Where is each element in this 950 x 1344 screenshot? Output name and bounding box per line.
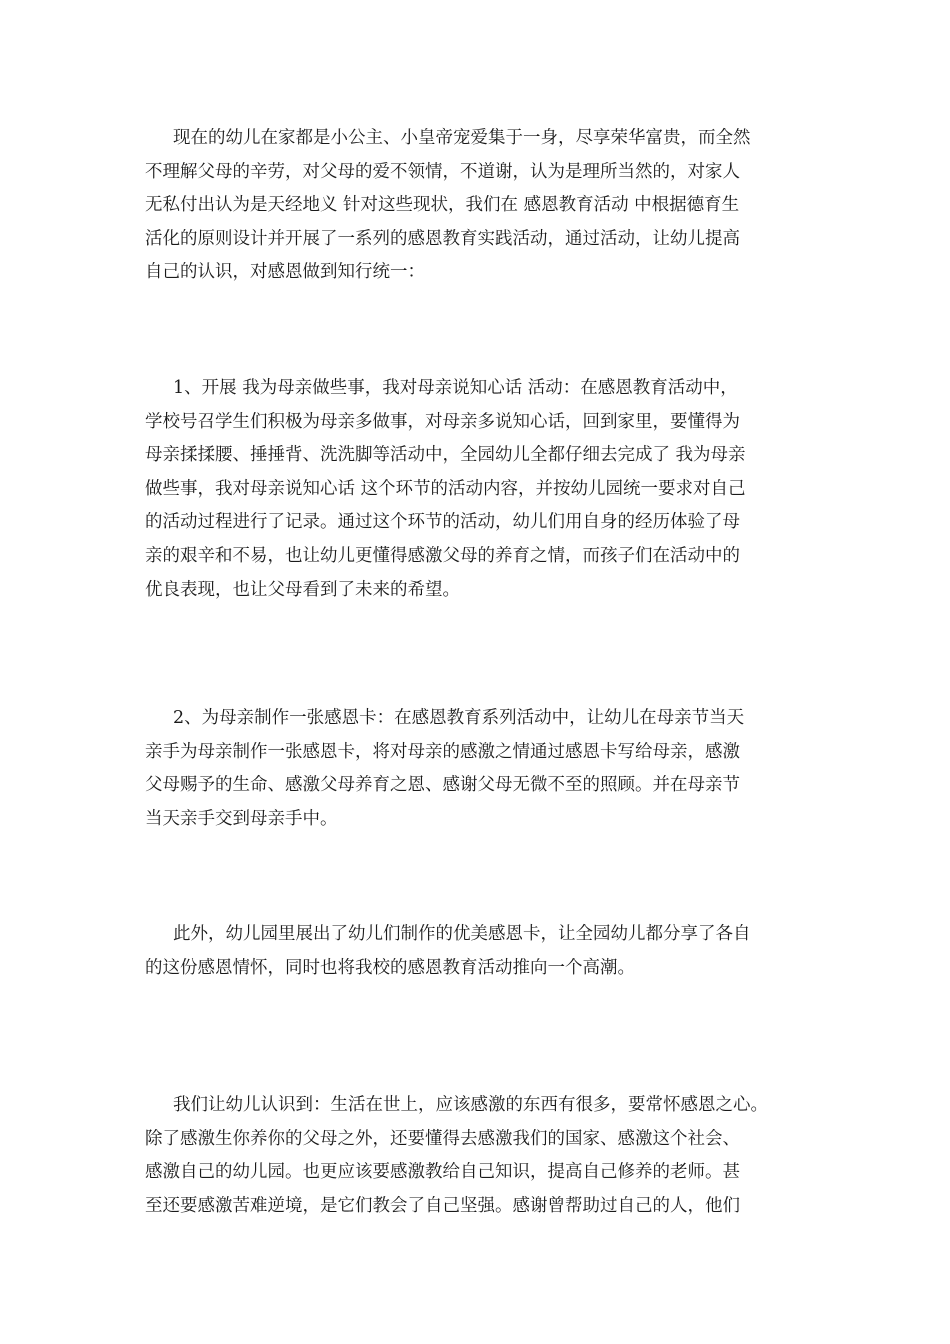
- text-line: 学校号召学生们积极为母亲多做事，对母亲多说知心话，回到家里，要懂得为: [145, 411, 740, 432]
- text-line: 当天亲手交到母亲手中。: [145, 808, 338, 829]
- text-line: 的活动过程进行了记录。通过这个环节的活动，幼儿们用自身的经历体验了母: [145, 512, 740, 533]
- text-line: 现在的幼儿在家都是小公主、小皇帝宠爱集于一身，尽享荣华富贵，而全然: [173, 128, 751, 148]
- text-line: 无私付出认为是天经地义 针对这些现状，我们在 感恩教育活动 中根据德育生: [145, 195, 740, 216]
- text-line: 父母赐予的生命、感激父母养育之恩、感谢父母无微不至的照顾。并在母亲节: [145, 775, 740, 796]
- text-line: 我们让幼儿认识到：生活在世上，应该感激的东西有很多，要常怀感恩之心。: [173, 1095, 768, 1115]
- text-line: 活化的原则设计并开展了一系列的感恩教育实践活动，通过活动，让幼儿提高: [145, 228, 740, 249]
- text-line: 母亲揉揉腰、捶捶背、洗洗脚等活动中，全园幼儿全都仔细去完成了 我为母亲: [145, 445, 746, 466]
- text-line: 不理解父母的辛劳，对父母的爱不领情，不道谢，认为是理所当然的，对家人: [145, 161, 740, 182]
- text-line: 除了感激生你养你的父母之外，还要懂得去感激我们的国家、感激这个社会、: [145, 1128, 740, 1149]
- text-line: 的这份感恩情怀，同时也将我校的感恩教育活动推向一个高潮。: [145, 957, 635, 978]
- text-line: 做些事，我对母亲说知心话 这个环节的活动内容，并按幼儿园统一要求对自己: [145, 478, 746, 499]
- text-line: 至还要感激苦难逆境，是它们教会了自己坚强。感谢曾帮助过自己的人，他们: [145, 1195, 740, 1216]
- paragraph-activity-1: [145, 372, 825, 607]
- paragraph-intro: [145, 122, 825, 290]
- text-line: 感激自己的幼儿园。也更应该要感激教给自己知识，提高自己修养的老师。甚: [145, 1162, 740, 1183]
- text-line: 2、为母亲制作一张感恩卡：在感恩教育系列活动中，让幼儿在母亲节当天: [173, 708, 745, 728]
- text-line: 自己的认识，对感恩做到知行统一：: [145, 262, 425, 283]
- text-line: 此外，幼儿园里展出了幼儿们制作的优美感恩卡，让全园幼儿都分享了各自: [173, 924, 751, 944]
- text-line: 1、开展 我为母亲做些事，我对母亲说知心话 活动：在感恩教育活动中，: [173, 378, 738, 398]
- text-line: 优良表现，也让父母看到了未来的希望。: [145, 579, 460, 600]
- text-line: 亲手为母亲制作一张感恩卡，将对母亲的感激之情通过感恩卡写给母亲，感激: [145, 741, 740, 762]
- paragraph-activity-2: [145, 702, 825, 836]
- paragraph-gratitude: [145, 1089, 825, 1223]
- text-line: 亲的艰辛和不易，也让幼儿更懂得感激父母的养育之情，而孩子们在活动中的: [145, 545, 740, 566]
- paragraph-exhibition: [145, 918, 825, 985]
